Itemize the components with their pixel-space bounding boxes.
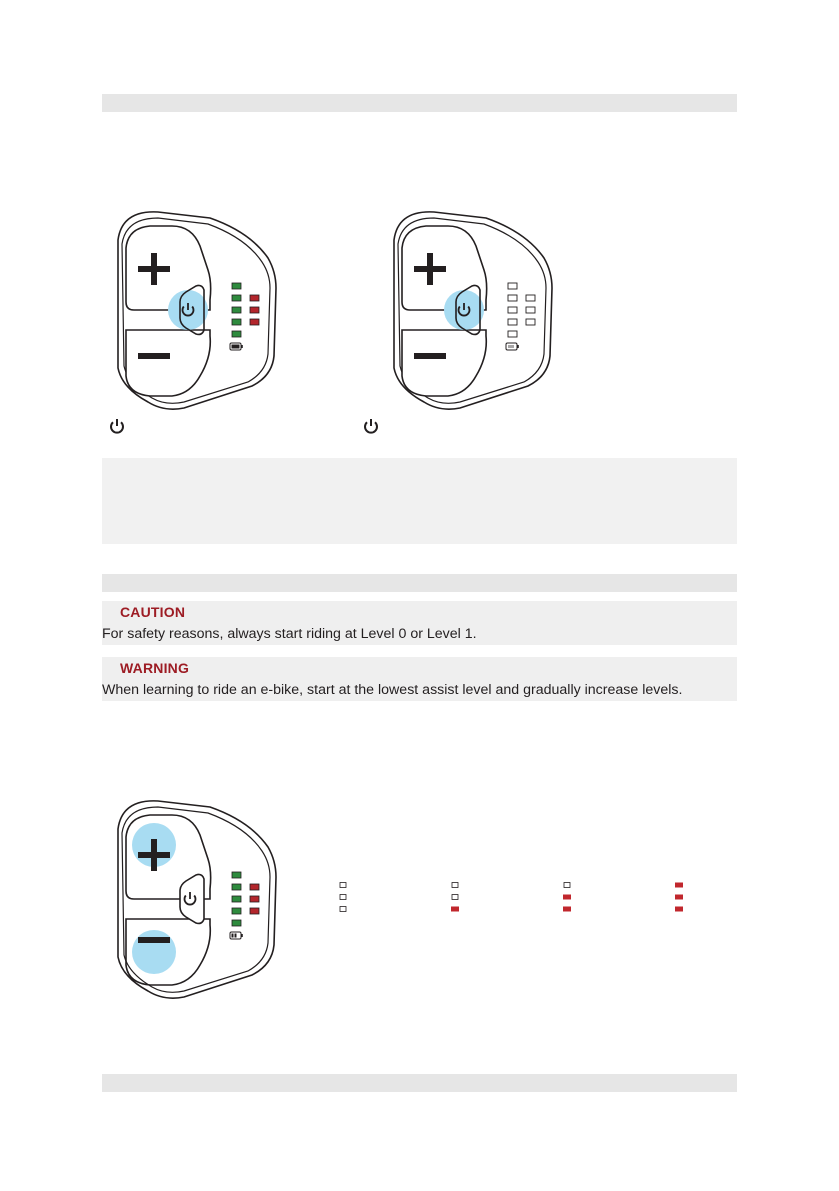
minus-icon — [138, 353, 170, 359]
caution-text: For safety reasons, always start riding at Level 0 or Level 1. — [102, 626, 477, 642]
warning-box — [102, 657, 737, 701]
led-unlit — [340, 883, 346, 888]
led-lit — [675, 883, 683, 888]
led-unlit — [340, 895, 346, 900]
assist-level-column — [340, 883, 346, 912]
power-icon — [108, 417, 126, 435]
led-lit — [563, 895, 571, 900]
assist-level-column — [451, 883, 459, 912]
caution-title: CAUTION — [120, 604, 186, 620]
section-header-bar-bottom — [102, 1074, 737, 1092]
power-icon — [362, 417, 380, 435]
caution-box — [102, 601, 737, 645]
led-unlit — [452, 883, 458, 888]
power-button[interactable] — [456, 286, 480, 335]
note-box — [102, 458, 737, 544]
section-header-bar-assist — [102, 574, 737, 592]
minus-highlight — [132, 930, 176, 974]
warning-text: When learning to ride an e-bike, start at the lowest assist level and gradually increase levels. — [102, 682, 683, 698]
led-unlit — [564, 883, 570, 888]
led-lit — [675, 895, 683, 900]
remote-figure-off — [376, 206, 566, 412]
battery-icon — [506, 343, 519, 350]
assist-level-indicators — [330, 876, 710, 920]
power-button[interactable] — [180, 286, 204, 335]
battery-icon — [230, 932, 243, 939]
led-lit — [675, 907, 683, 912]
minus-icon — [414, 353, 446, 359]
led-lit — [563, 907, 571, 912]
remote-figure-on — [100, 206, 290, 412]
warning-title: WARNING — [120, 660, 190, 676]
led-unlit — [340, 907, 346, 912]
led-lit — [451, 907, 459, 912]
led-unlit — [452, 895, 458, 900]
assist-level-column — [563, 883, 571, 912]
section-header-bar-top — [102, 94, 737, 112]
minus-icon — [138, 937, 170, 943]
battery-icon — [230, 343, 243, 350]
assist-level-column — [675, 883, 683, 912]
remote-figure-assist — [100, 795, 290, 1001]
